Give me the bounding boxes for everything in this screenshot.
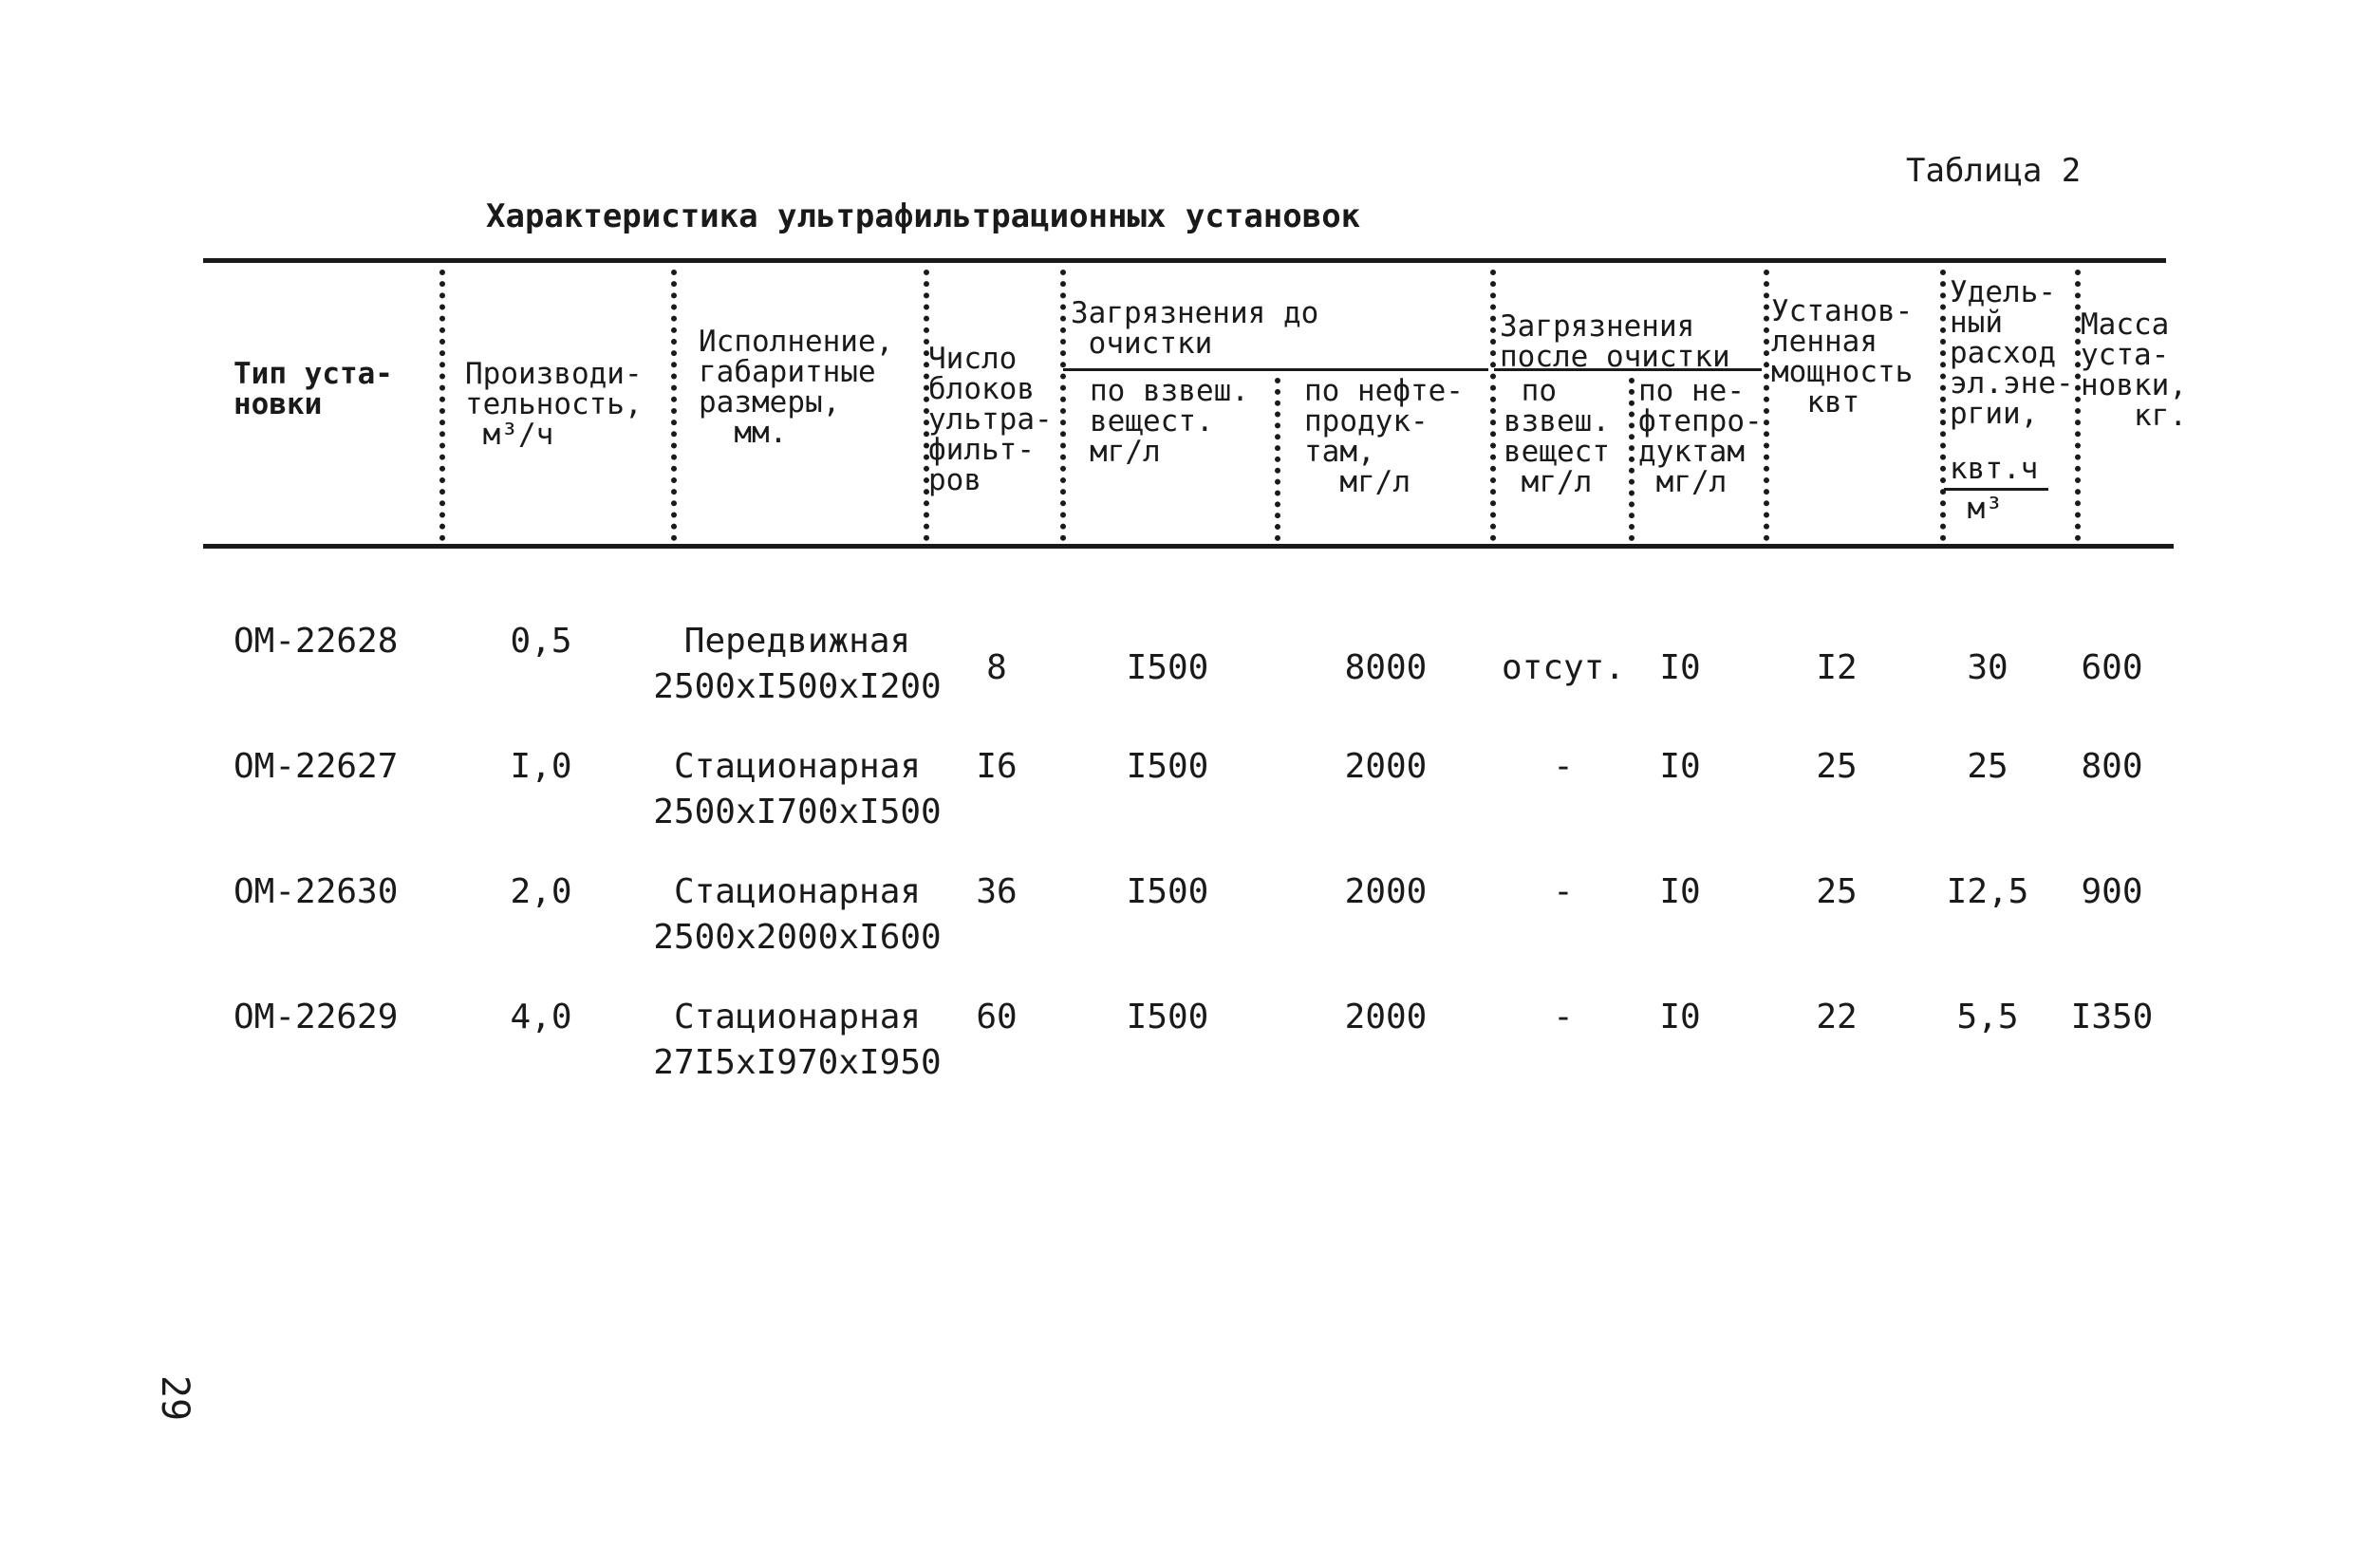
cell-design-dims: 2500хI500хI200	[653, 667, 942, 706]
cell-productivity: 2,0	[510, 872, 572, 911]
column-divider	[1764, 270, 1769, 541]
column-divider	[1940, 270, 1946, 541]
cell-mass: I350	[2070, 998, 2154, 1036]
cell-blocks: 8	[986, 648, 1007, 687]
cell-type: ОМ-22629	[234, 998, 399, 1036]
header-power: Установ- ленная мощность квт	[1771, 294, 1914, 420]
header-productivity: Производи- тельность, м³/ч	[465, 357, 643, 452]
cell-power: I2	[1816, 648, 1858, 687]
page-number: 29	[153, 1374, 197, 1422]
cell-before-susp: I500	[1126, 747, 1209, 786]
cell-after-oil: I0	[1659, 998, 1701, 1036]
cell-after-susp: отсут.	[1501, 648, 1626, 687]
cell-design-dims: 2500х2000хI600	[653, 918, 942, 957]
cell-blocks: 36	[976, 872, 1018, 911]
cell-type: ОМ-22628	[234, 622, 399, 661]
table-header-bottom-rule	[203, 544, 2174, 549]
column-divider	[671, 270, 677, 541]
unit-fraction-line	[1944, 488, 2048, 491]
cell-design-name: Передвижная	[683, 622, 911, 661]
cell-design-name: Стационарная	[673, 998, 922, 1036]
column-divider	[1629, 378, 1635, 541]
table-label: Таблица 2	[1906, 152, 2082, 190]
header-design: Исполнение, габаритные размеры, мм.	[699, 325, 894, 450]
cell-before-susp: I500	[1126, 648, 1209, 687]
cell-mass: 600	[2081, 648, 2143, 687]
cell-before-oil: 2000	[1344, 998, 1428, 1036]
header-before-oil: по нефте- продук- там, мг/л	[1304, 374, 1464, 499]
column-divider	[1275, 378, 1280, 541]
cell-before-susp: I500	[1126, 872, 1209, 911]
header-after-group: Загрязнения после очистки	[1500, 309, 1730, 374]
cell-spec-cons: 30	[1967, 648, 2008, 687]
column-divider	[439, 270, 445, 541]
cell-power: 22	[1816, 998, 1858, 1036]
cell-spec-cons: 25	[1967, 747, 2008, 786]
cell-before-oil: 2000	[1344, 872, 1428, 911]
header-mass: Масса уста- новки, кг.	[2081, 308, 2187, 433]
cell-after-susp: -	[1553, 872, 1574, 911]
cell-power: 25	[1816, 747, 1858, 786]
cell-blocks: I6	[976, 747, 1018, 786]
cell-after-susp: -	[1553, 998, 1574, 1036]
cell-blocks: 60	[976, 998, 1018, 1036]
header-spec-unit-den: м³	[1950, 492, 2003, 526]
column-divider	[1060, 270, 1066, 541]
header-after-susp: по взвеш. вещест мг/л	[1504, 374, 1610, 499]
header-spec-unit-num: квт.ч	[1950, 452, 2039, 486]
cell-spec-cons: 5,5	[1956, 998, 2019, 1036]
cell-spec-cons: I2,5	[1946, 872, 2029, 911]
table-top-rule	[203, 258, 2166, 263]
cell-power: 25	[1816, 872, 1858, 911]
header-before-group: Загрязнения до очистки	[1071, 296, 1319, 361]
cell-design-dims: 2500хI700хI500	[653, 793, 942, 831]
cell-after-oil: I0	[1659, 648, 1701, 687]
cell-mass: 800	[2081, 747, 2143, 786]
cell-after-oil: I0	[1659, 872, 1701, 911]
cell-design-name: Стационарная	[673, 872, 922, 911]
cell-before-oil: 8000	[1344, 648, 1428, 687]
cell-mass: 900	[2081, 872, 2143, 911]
header-spec-cons: Удель- ный расход эл.эне- ргии,	[1950, 275, 2074, 431]
cell-productivity: 0,5	[510, 622, 572, 661]
cell-type: ОМ-22630	[234, 872, 399, 911]
cell-productivity: I,0	[510, 747, 572, 786]
cell-design-dims: 27I5хI970хI950	[653, 1043, 942, 1082]
cell-type: ОМ-22627	[234, 747, 399, 786]
cell-after-oil: I0	[1659, 747, 1701, 786]
header-before-susp: по взвеш. вещест. мг/л	[1090, 374, 1249, 469]
cell-before-oil: 2000	[1344, 747, 1428, 786]
cell-productivity: 4,0	[510, 998, 572, 1036]
header-blocks: Число блоков ультра- фильт- ров	[928, 342, 1053, 497]
cell-after-susp: -	[1553, 747, 1574, 786]
group-rule-before	[1063, 368, 1488, 371]
table-title: Характеристика ультрафильтрационных установок	[486, 197, 1361, 235]
header-after-oil: по не- фтепро- дуктам мг/л	[1638, 374, 1763, 499]
cell-design-name: Стационарная	[673, 747, 922, 786]
column-divider	[1490, 270, 1496, 541]
header-type: Тип уста- новки	[234, 357, 393, 421]
cell-before-susp: I500	[1126, 998, 1209, 1036]
